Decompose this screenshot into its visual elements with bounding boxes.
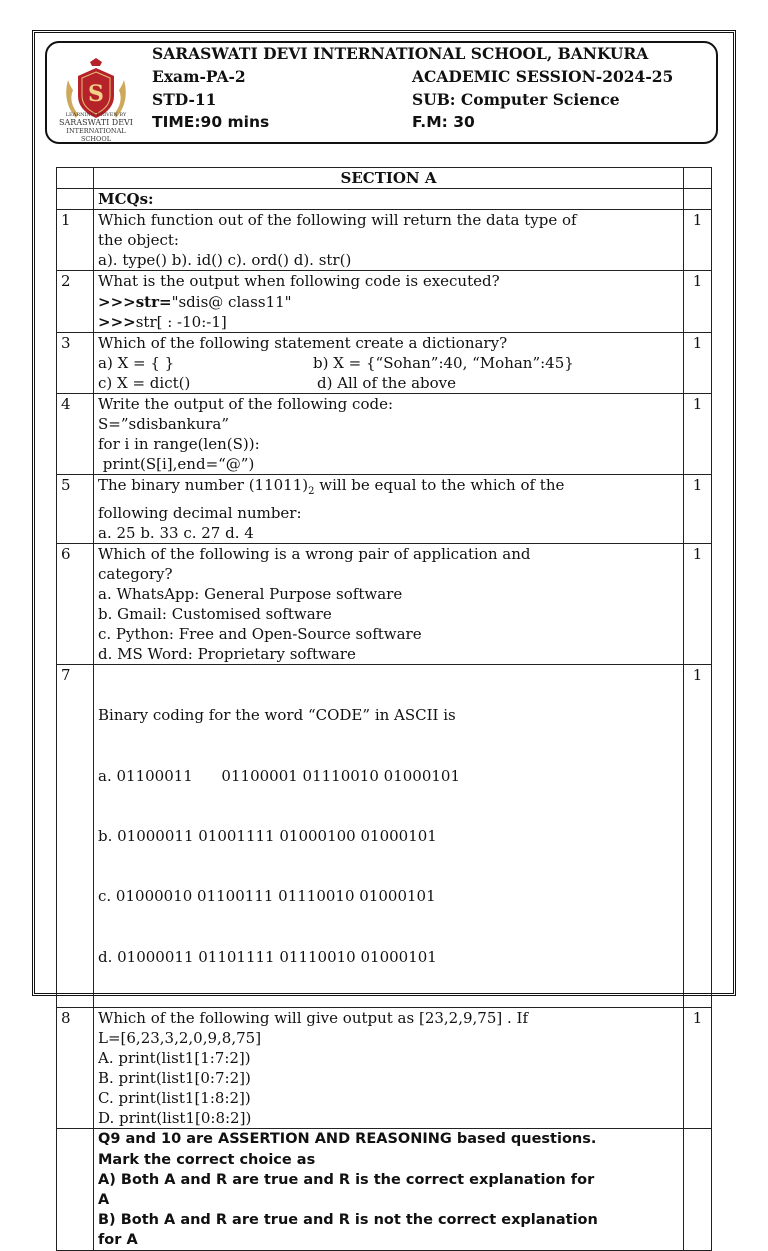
question-line: The binary number $(11011)_2$ will be equal to the which of the [98, 476, 565, 498]
question-line: Which function out of the following will return the data type of [98, 211, 577, 230]
question-line: c. 01000010 01100111 01110010 01000101 [98, 887, 436, 906]
prompt-symbol: >>> [98, 292, 136, 311]
logo-top-text: LEARNING DRIVEN BY [65, 112, 127, 118]
logo-letter: S [88, 81, 104, 107]
question-line: c. Python: Free and Open-Source software [98, 625, 422, 644]
question-line: a. 01100011 01100001 01110010 01000101 [98, 766, 461, 785]
question-line: A. print(list1[1:7:2]) [98, 1049, 251, 1068]
school-name: SARASWATI DEVI INTERNATIONAL SCHOOL, BANKURA [152, 44, 649, 63]
standard: STD-11 [152, 90, 217, 109]
question-row [57, 210, 712, 271]
mcq-heading-row [57, 189, 712, 210]
question-text [94, 332, 684, 393]
assertion-instructions [94, 1129, 684, 1251]
question-row [57, 332, 712, 393]
exam-name: Exam-PA-2 [152, 67, 246, 86]
question-number: 7 [57, 665, 94, 1008]
question-row [57, 543, 712, 665]
instruction-line: B) Both A and R are true and R is not the correct explanation [98, 1211, 598, 1228]
question-number: 4 [57, 394, 94, 475]
question-line: D. print(list1[0:8:2]) [98, 1109, 252, 1128]
question-line: C. print(list1[1:8:2]) [98, 1089, 251, 1108]
instruction-line: for A [98, 1231, 138, 1248]
question-line: Binary coding for the word “CODE” in ASCII is [98, 706, 456, 725]
question-line: b. Gmail: Customised software [98, 604, 332, 623]
academic-session: ACADEMIC SESSION-2024-25 [412, 67, 674, 86]
instruction-line: Q9 and 10 are ASSERTION AND REASONING based questions. [98, 1131, 597, 1148]
option-d: d) All of the above [317, 373, 457, 392]
question-marks: 1 [684, 271, 712, 332]
question-number: 8 [57, 1007, 94, 1129]
option-b: b) X = {“Sohan”:40, “Mohan”:45} [313, 353, 574, 372]
instruction-line: A) Both A and R are true and R is the correct explanation for [98, 1171, 595, 1188]
question-text [94, 394, 684, 475]
question-line: S=”sdisbankura” [98, 415, 230, 434]
question-line: What is the output when following code is executed? [98, 272, 500, 291]
subject: SUB: Computer Science [412, 90, 620, 109]
section-title: SECTION A [94, 168, 684, 189]
exam-time: TIME:90 mins [152, 113, 270, 131]
question-line: following decimal number: [98, 503, 302, 522]
question-text [94, 665, 684, 1008]
question-line: d. 01000011 01101111 01110010 01000101 [98, 947, 437, 966]
question-line: a). type() b). id() c). ord() d). str() [98, 251, 352, 270]
question-row [57, 271, 712, 332]
question-line: Which of the following is a wrong pair of application and [98, 544, 531, 563]
question-line: d. MS Word: Proprietary software [98, 645, 356, 664]
full-marks: F.M: 30 [412, 113, 475, 131]
assertion-row [57, 1129, 712, 1251]
question-marks: 1 [684, 665, 712, 1008]
question-marks: 1 [684, 1007, 712, 1129]
question-line: for i in range(len(S)): [98, 435, 260, 454]
question-text [94, 1007, 684, 1129]
code-line [98, 312, 679, 332]
mcq-heading: MCQs: [94, 189, 684, 210]
question-number: 6 [57, 543, 94, 665]
code-value: "sdis@ class11" [171, 292, 292, 311]
question-line: Which of the following statement create a dictionary? [98, 333, 508, 352]
subscript: 2 [308, 486, 315, 498]
question-line: print(S[i],end=“@”) [98, 455, 255, 474]
question-number: 1 [57, 210, 94, 271]
instruction-line: A [98, 1191, 110, 1208]
section-row [57, 168, 712, 189]
question-marks: 1 [684, 210, 712, 271]
question-number: 5 [57, 475, 94, 543]
logo-sub: INTERNATIONAL SCHOOL [66, 127, 126, 143]
question-number: 2 [57, 271, 94, 332]
prompt-symbol: >>> [98, 312, 136, 331]
options-row [98, 353, 679, 373]
instruction-line: Mark the correct choice as [98, 1151, 316, 1168]
options-row [98, 373, 679, 393]
question-marks: 1 [684, 475, 712, 543]
question-text [94, 475, 684, 543]
code-key: str= [135, 292, 172, 311]
option-a: a) X = { } [98, 353, 175, 372]
question-row [57, 665, 712, 1008]
question-text [94, 271, 684, 332]
option-c: c) X = dict() [98, 373, 191, 392]
question-line: L=[6,23,3,2,0,9,8,75] [98, 1028, 262, 1047]
question-row [57, 1007, 712, 1129]
logo-caption [52, 112, 140, 143]
question-marks: 1 [684, 394, 712, 475]
question-row [57, 394, 712, 475]
question-line: B. print(list1[0:7:2]) [98, 1069, 251, 1088]
question-line: the object: [98, 231, 179, 250]
question-line: a. WhatsApp: General Purpose software [98, 584, 403, 603]
question-marks: 1 [684, 543, 712, 665]
question-number: 3 [57, 332, 94, 393]
code-line [98, 292, 679, 312]
logo-name: SARASWATI DEVI [59, 118, 133, 127]
question-line: Write the output of the following code: [98, 395, 394, 414]
question-text [94, 543, 684, 665]
question-marks: 1 [684, 332, 712, 393]
question-line: Which of the following will give output as [23,2,9,75] . If [98, 1008, 529, 1027]
question-line: a. 25 b. 33 c. 27 d. 4 [98, 523, 254, 542]
code-value: str[ : -10:-1] [135, 312, 227, 331]
question-table [56, 167, 712, 1251]
question-line: category? [98, 564, 173, 583]
question-line: b. 01000011 01001111 01000100 01000101 [98, 827, 437, 845]
question-text [94, 210, 684, 271]
question-row [57, 475, 712, 543]
